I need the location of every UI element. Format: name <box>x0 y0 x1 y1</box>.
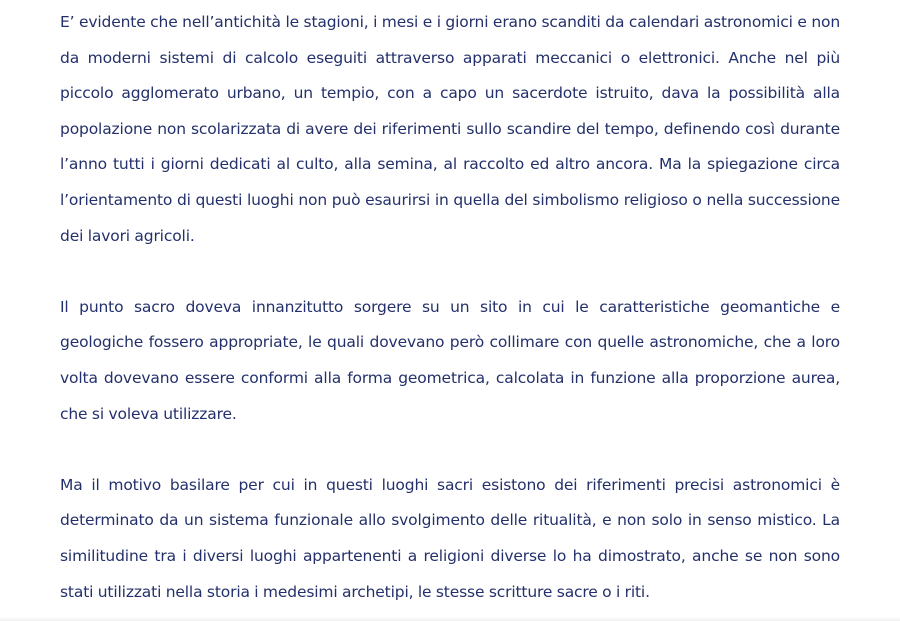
document-page <box>60 5 840 610</box>
paragraph-motivo-basilare: Ma il motivo basilare per cui in questi luoghi sacri esistono dei riferimenti precisi astronomici è determinato da un sistema funzionale allo svolgimento delle ritualità, e non solo in senso mistico. La similitudine tra i diversi luoghi appartenenti a religioni diverse lo ha dimostrato, anche se non sono stati utilizzati nella storia i medesimi archetipi, le stesse scritture sacre o i riti. <box>60 475 840 601</box>
paragraph-antichita: E’ evidente che nell’antichità le stagioni, i mesi e i giorni erano scanditi da calendari astronomici e non da moderni sistemi di calcolo eseguiti attraverso apparati meccanici o elettronici. Anche nel più piccolo agglomerato urbano, un tempio, con a capo un sacerdote istruito, dava la possibilità alla popolazione non scolarizzata di avere dei riferimenti sullo scandire del tempo, definendo così durante l’anno tutti i giorni dedicati al culto, alla semina, al raccolto ed altro ancora. Ma la spiegazione circa l’orientamento di questi luoghi non può esaurirsi in quella del simbolismo religioso o nella successione dei lavori agricoli. <box>60 13 840 245</box>
page-bottom-edge <box>0 617 900 621</box>
paragraph-punto-sacro: Il punto sacro doveva innanzitutto sorgere su un sito in cui le caratteristiche geomantiche e geologiche fossero appropriate, le quali dovevano però collimare con quelle astronomiche, che a loro volta dovevano essere conformi alla forma geometrica, calcolata in funzione alla proporzione aurea, che si voleva utilizzare. <box>60 297 840 423</box>
